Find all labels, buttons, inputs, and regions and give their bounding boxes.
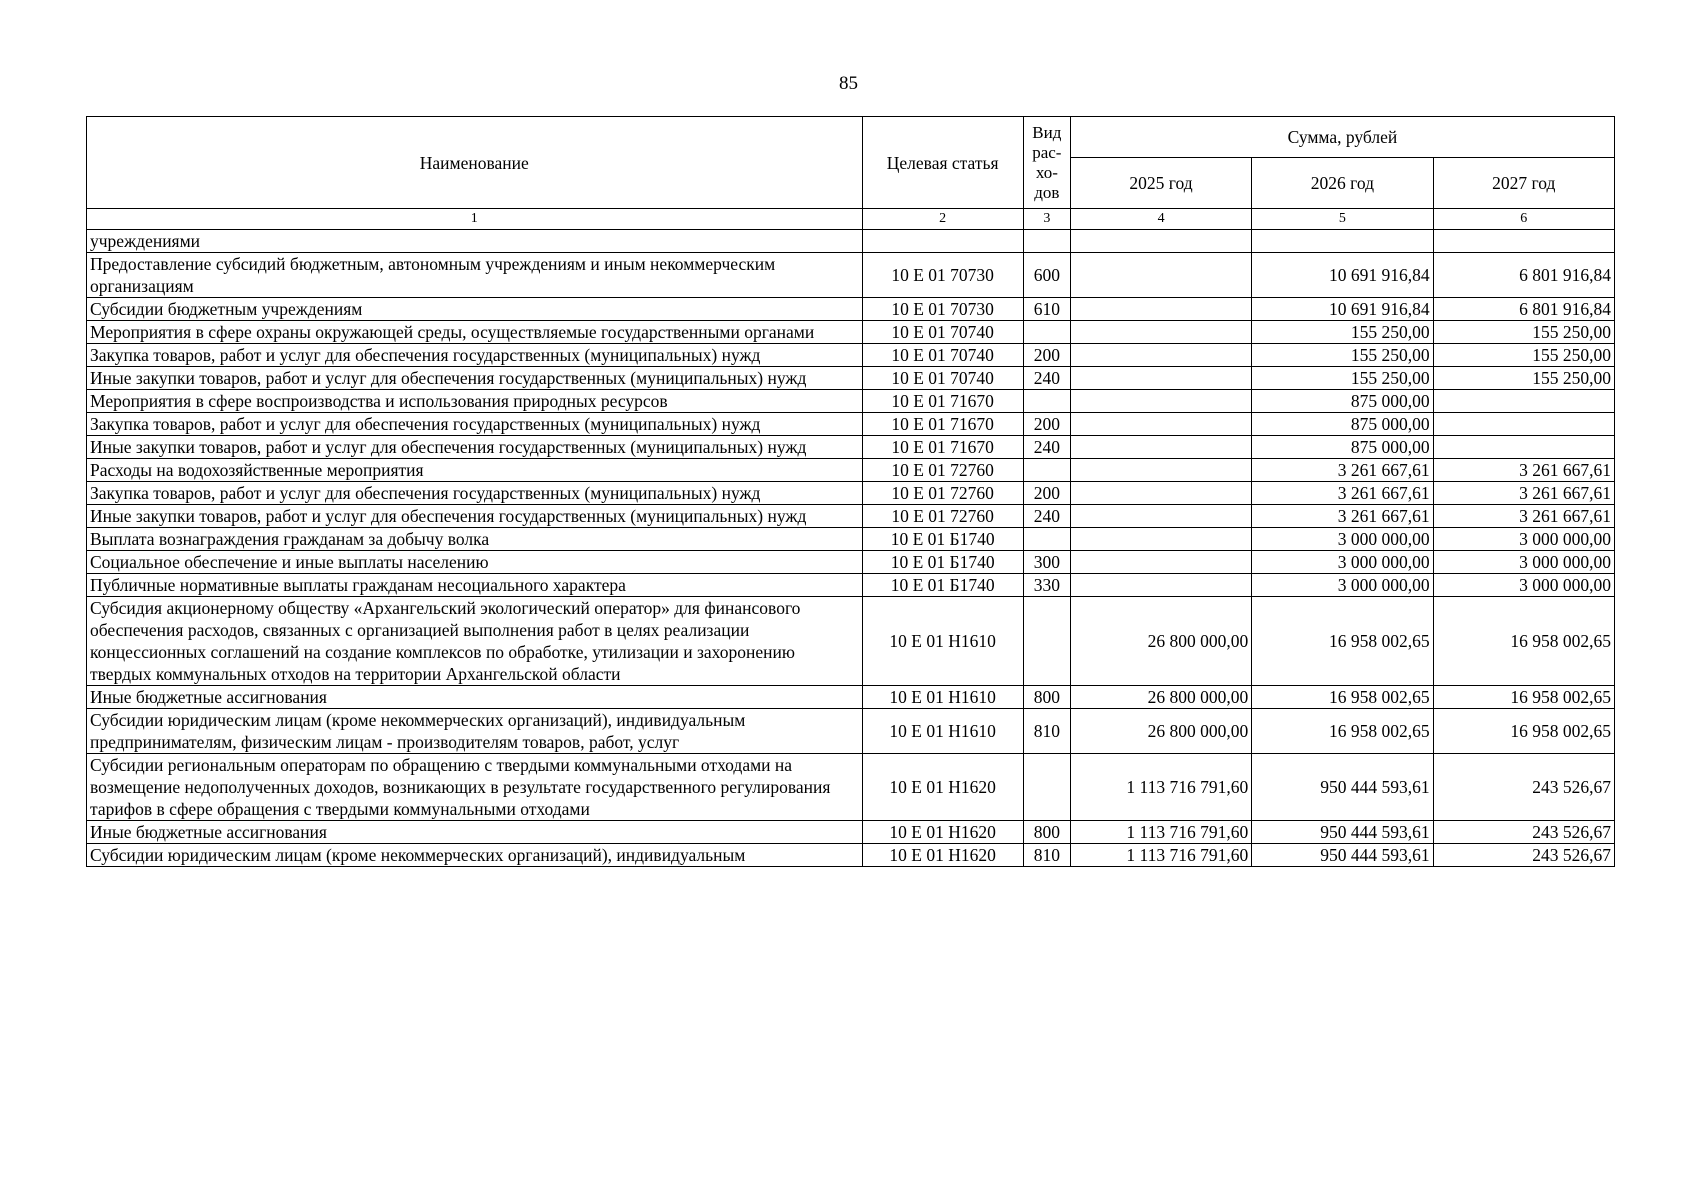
header-year-2027: 2027 год xyxy=(1433,158,1614,209)
row-target-article: 10 Е 01 71670 xyxy=(862,436,1023,459)
row-amount-2027: 155 250,00 xyxy=(1433,367,1614,390)
table-row xyxy=(87,390,1615,413)
row-name: Публичные нормативные выплаты гражданам несоциального характера xyxy=(87,574,863,597)
column-number: 6 xyxy=(1433,209,1614,230)
column-number: 2 xyxy=(862,209,1023,230)
row-amount-2026: 3 000 000,00 xyxy=(1252,574,1433,597)
header-year-2025: 2025 год xyxy=(1070,158,1251,209)
row-amount-2025 xyxy=(1070,574,1251,597)
row-amount-2026: 3 000 000,00 xyxy=(1252,528,1433,551)
row-amount-2027: 3 261 667,61 xyxy=(1433,482,1614,505)
row-amount-2025 xyxy=(1070,390,1251,413)
row-amount-2026: 950 444 593,61 xyxy=(1252,844,1433,867)
header-row-top xyxy=(87,117,1615,158)
column-number-row xyxy=(87,209,1615,230)
table-row xyxy=(87,574,1615,597)
row-expense-type: 800 xyxy=(1023,821,1070,844)
row-expense-type: 200 xyxy=(1023,344,1070,367)
row-target-article: 10 Е 01 70740 xyxy=(862,321,1023,344)
row-amount-2025: 1 113 716 791,60 xyxy=(1070,844,1251,867)
header-year-2026: 2026 год xyxy=(1252,158,1433,209)
row-target-article: 10 Е 01 70730 xyxy=(862,298,1023,321)
row-amount-2027: 243 526,67 xyxy=(1433,754,1614,821)
table-row xyxy=(87,413,1615,436)
row-target-article: 10 Е 01 70740 xyxy=(862,344,1023,367)
row-expense-type xyxy=(1023,459,1070,482)
row-amount-2025 xyxy=(1070,436,1251,459)
row-target-article: 10 Е 01 Б1740 xyxy=(862,551,1023,574)
row-target-article: 10 Е 01 Н1620 xyxy=(862,821,1023,844)
table-header xyxy=(87,117,1615,230)
table-row xyxy=(87,253,1615,298)
row-amount-2025: 1 113 716 791,60 xyxy=(1070,754,1251,821)
row-amount-2027: 155 250,00 xyxy=(1433,321,1614,344)
row-target-article: 10 Е 01 70740 xyxy=(862,367,1023,390)
row-amount-2026: 155 250,00 xyxy=(1252,321,1433,344)
row-amount-2027: 3 000 000,00 xyxy=(1433,574,1614,597)
table-row xyxy=(87,505,1615,528)
row-amount-2027: 3 261 667,61 xyxy=(1433,459,1614,482)
table-body xyxy=(87,230,1615,867)
table-row xyxy=(87,436,1615,459)
row-expense-type: 200 xyxy=(1023,482,1070,505)
row-amount-2025: 26 800 000,00 xyxy=(1070,597,1251,686)
row-target-article: 10 Е 01 72760 xyxy=(862,505,1023,528)
row-amount-2025 xyxy=(1070,528,1251,551)
table-row xyxy=(87,821,1615,844)
row-target-article: 10 Е 01 71670 xyxy=(862,390,1023,413)
row-name: Предоставление субсидий бюджетным, автономным учреждениям и иным некоммерческим организациям xyxy=(87,253,863,298)
header-name: Наименование xyxy=(87,117,863,209)
header-sum: Сумма, рублей xyxy=(1070,117,1614,158)
row-amount-2025 xyxy=(1070,253,1251,298)
row-target-article: 10 Е 01 Н1620 xyxy=(862,844,1023,867)
row-amount-2025 xyxy=(1070,413,1251,436)
table-row xyxy=(87,321,1615,344)
row-amount-2026: 875 000,00 xyxy=(1252,413,1433,436)
row-target-article: 10 Е 01 70730 xyxy=(862,253,1023,298)
row-expense-type: 240 xyxy=(1023,436,1070,459)
row-name: Субсидия акционерному обществу «Архангельский экологический оператор» для финансового обеспечения расходов, связанных с организацией выполнения работ в целях реализации концессионных соглашений на создание комплексов по обработке, утилизации и захоронению твердых коммунальных отходов на территории Архангельской области xyxy=(87,597,863,686)
budget-table xyxy=(86,116,1615,867)
row-name: Субсидии юридическим лицам (кроме некоммерческих организаций), индивидуальным xyxy=(87,844,863,867)
row-amount-2025 xyxy=(1070,344,1251,367)
row-target-article: 10 Е 01 Н1610 xyxy=(862,686,1023,709)
row-target-article xyxy=(862,230,1023,253)
row-target-article: 10 Е 01 72760 xyxy=(862,459,1023,482)
row-amount-2027 xyxy=(1433,230,1614,253)
row-amount-2025 xyxy=(1070,459,1251,482)
row-amount-2026: 10 691 916,84 xyxy=(1252,298,1433,321)
row-expense-type xyxy=(1023,528,1070,551)
row-amount-2025 xyxy=(1070,551,1251,574)
page-number: 85 xyxy=(839,73,858,94)
row-amount-2025: 26 800 000,00 xyxy=(1070,709,1251,754)
row-amount-2025 xyxy=(1070,321,1251,344)
row-amount-2026: 950 444 593,61 xyxy=(1252,754,1433,821)
row-name: Социальное обеспечение и иные выплаты населению xyxy=(87,551,863,574)
row-expense-type xyxy=(1023,597,1070,686)
table-row xyxy=(87,709,1615,754)
row-name: Иные бюджетные ассигнования xyxy=(87,686,863,709)
row-amount-2027: 3 000 000,00 xyxy=(1433,528,1614,551)
column-number: 3 xyxy=(1023,209,1070,230)
row-name: Субсидии региональным операторам по обращению с твердыми коммунальными отходами на возмещение недополученных доходов, возникающих в результате государственного регулирования тарифов в сфере обращения с твердыми коммунальными отходами xyxy=(87,754,863,821)
row-amount-2026 xyxy=(1252,230,1433,253)
row-expense-type: 330 xyxy=(1023,574,1070,597)
table-row xyxy=(87,298,1615,321)
row-name: Закупка товаров, работ и услуг для обеспечения государственных (муниципальных) нужд xyxy=(87,482,863,505)
row-amount-2025: 26 800 000,00 xyxy=(1070,686,1251,709)
row-name: Иные закупки товаров, работ и услуг для обеспечения государственных (муниципальных) нужд xyxy=(87,436,863,459)
row-amount-2027 xyxy=(1433,436,1614,459)
row-amount-2026: 875 000,00 xyxy=(1252,390,1433,413)
row-amount-2027 xyxy=(1433,413,1614,436)
table-row xyxy=(87,344,1615,367)
row-amount-2026: 10 691 916,84 xyxy=(1252,253,1433,298)
row-expense-type: 200 xyxy=(1023,413,1070,436)
row-name: учреждениями xyxy=(87,230,863,253)
row-amount-2025 xyxy=(1070,482,1251,505)
row-target-article: 10 Е 01 Н1610 xyxy=(862,597,1023,686)
row-amount-2025 xyxy=(1070,367,1251,390)
row-target-article: 10 Е 01 Б1740 xyxy=(862,528,1023,551)
row-amount-2026: 155 250,00 xyxy=(1252,344,1433,367)
row-target-article: 10 Е 01 Н1620 xyxy=(862,754,1023,821)
row-amount-2026: 155 250,00 xyxy=(1252,367,1433,390)
column-number: 5 xyxy=(1252,209,1433,230)
row-amount-2027: 3 261 667,61 xyxy=(1433,505,1614,528)
row-amount-2027: 6 801 916,84 xyxy=(1433,253,1614,298)
table-row xyxy=(87,686,1615,709)
row-amount-2026: 3 000 000,00 xyxy=(1252,551,1433,574)
table-row xyxy=(87,551,1615,574)
table-row xyxy=(87,844,1615,867)
row-name: Мероприятия в сфере воспроизводства и использования природных ресурсов xyxy=(87,390,863,413)
table-row xyxy=(87,754,1615,821)
row-expense-type xyxy=(1023,230,1070,253)
column-number: 1 xyxy=(87,209,863,230)
row-amount-2026: 16 958 002,65 xyxy=(1252,709,1433,754)
row-expense-type xyxy=(1023,754,1070,821)
header-target-article: Целевая статья xyxy=(862,117,1023,209)
row-name: Субсидии юридическим лицам (кроме некоммерческих организаций), индивидуальным предпринимателям, физическим лицам - производителям товаров, работ, услуг xyxy=(87,709,863,754)
row-expense-type: 240 xyxy=(1023,367,1070,390)
row-expense-type: 600 xyxy=(1023,253,1070,298)
row-amount-2026: 3 261 667,61 xyxy=(1252,459,1433,482)
table-row xyxy=(87,597,1615,686)
row-name: Иные закупки товаров, работ и услуг для обеспечения государственных (муниципальных) нужд xyxy=(87,505,863,528)
row-amount-2027: 16 958 002,65 xyxy=(1433,686,1614,709)
row-expense-type: 300 xyxy=(1023,551,1070,574)
row-amount-2026: 950 444 593,61 xyxy=(1252,821,1433,844)
row-amount-2027: 16 958 002,65 xyxy=(1433,597,1614,686)
row-name: Расходы на водохозяйственные мероприятия xyxy=(87,459,863,482)
row-target-article: 10 Е 01 71670 xyxy=(862,413,1023,436)
row-amount-2025 xyxy=(1070,230,1251,253)
row-expense-type: 810 xyxy=(1023,709,1070,754)
row-amount-2025 xyxy=(1070,505,1251,528)
row-target-article: 10 Е 01 Б1740 xyxy=(862,574,1023,597)
header-expense-type: Вид рас- хо- дов xyxy=(1023,117,1070,209)
column-number: 4 xyxy=(1070,209,1251,230)
row-amount-2027: 3 000 000,00 xyxy=(1433,551,1614,574)
row-target-article: 10 Е 01 Н1610 xyxy=(862,709,1023,754)
row-expense-type: 810 xyxy=(1023,844,1070,867)
row-amount-2026: 3 261 667,61 xyxy=(1252,482,1433,505)
row-amount-2027: 16 958 002,65 xyxy=(1433,709,1614,754)
row-target-article: 10 Е 01 72760 xyxy=(862,482,1023,505)
table-row xyxy=(87,482,1615,505)
row-expense-type xyxy=(1023,321,1070,344)
row-expense-type: 610 xyxy=(1023,298,1070,321)
row-amount-2026: 875 000,00 xyxy=(1252,436,1433,459)
row-name: Иные бюджетные ассигнования xyxy=(87,821,863,844)
row-amount-2027: 155 250,00 xyxy=(1433,344,1614,367)
table-row xyxy=(87,367,1615,390)
row-amount-2026: 16 958 002,65 xyxy=(1252,686,1433,709)
row-amount-2027: 6 801 916,84 xyxy=(1433,298,1614,321)
row-name: Закупка товаров, работ и услуг для обеспечения государственных (муниципальных) нужд xyxy=(87,413,863,436)
row-amount-2027: 243 526,67 xyxy=(1433,844,1614,867)
row-amount-2027: 243 526,67 xyxy=(1433,821,1614,844)
row-amount-2026: 16 958 002,65 xyxy=(1252,597,1433,686)
table-row xyxy=(87,528,1615,551)
row-amount-2027 xyxy=(1433,390,1614,413)
row-amount-2025: 1 113 716 791,60 xyxy=(1070,821,1251,844)
row-expense-type: 800 xyxy=(1023,686,1070,709)
row-amount-2025 xyxy=(1070,298,1251,321)
row-name: Мероприятия в сфере охраны окружающей среды, осуществляемые государственными органами xyxy=(87,321,863,344)
row-name: Выплата вознаграждения гражданам за добычу волка xyxy=(87,528,863,551)
row-name: Субсидии бюджетным учреждениям xyxy=(87,298,863,321)
row-amount-2026: 3 261 667,61 xyxy=(1252,505,1433,528)
row-expense-type: 240 xyxy=(1023,505,1070,528)
row-name: Иные закупки товаров, работ и услуг для обеспечения государственных (муниципальных) нужд xyxy=(87,367,863,390)
table-row xyxy=(87,230,1615,253)
row-expense-type xyxy=(1023,390,1070,413)
row-name: Закупка товаров, работ и услуг для обеспечения государственных (муниципальных) нужд xyxy=(87,344,863,367)
table-row xyxy=(87,459,1615,482)
